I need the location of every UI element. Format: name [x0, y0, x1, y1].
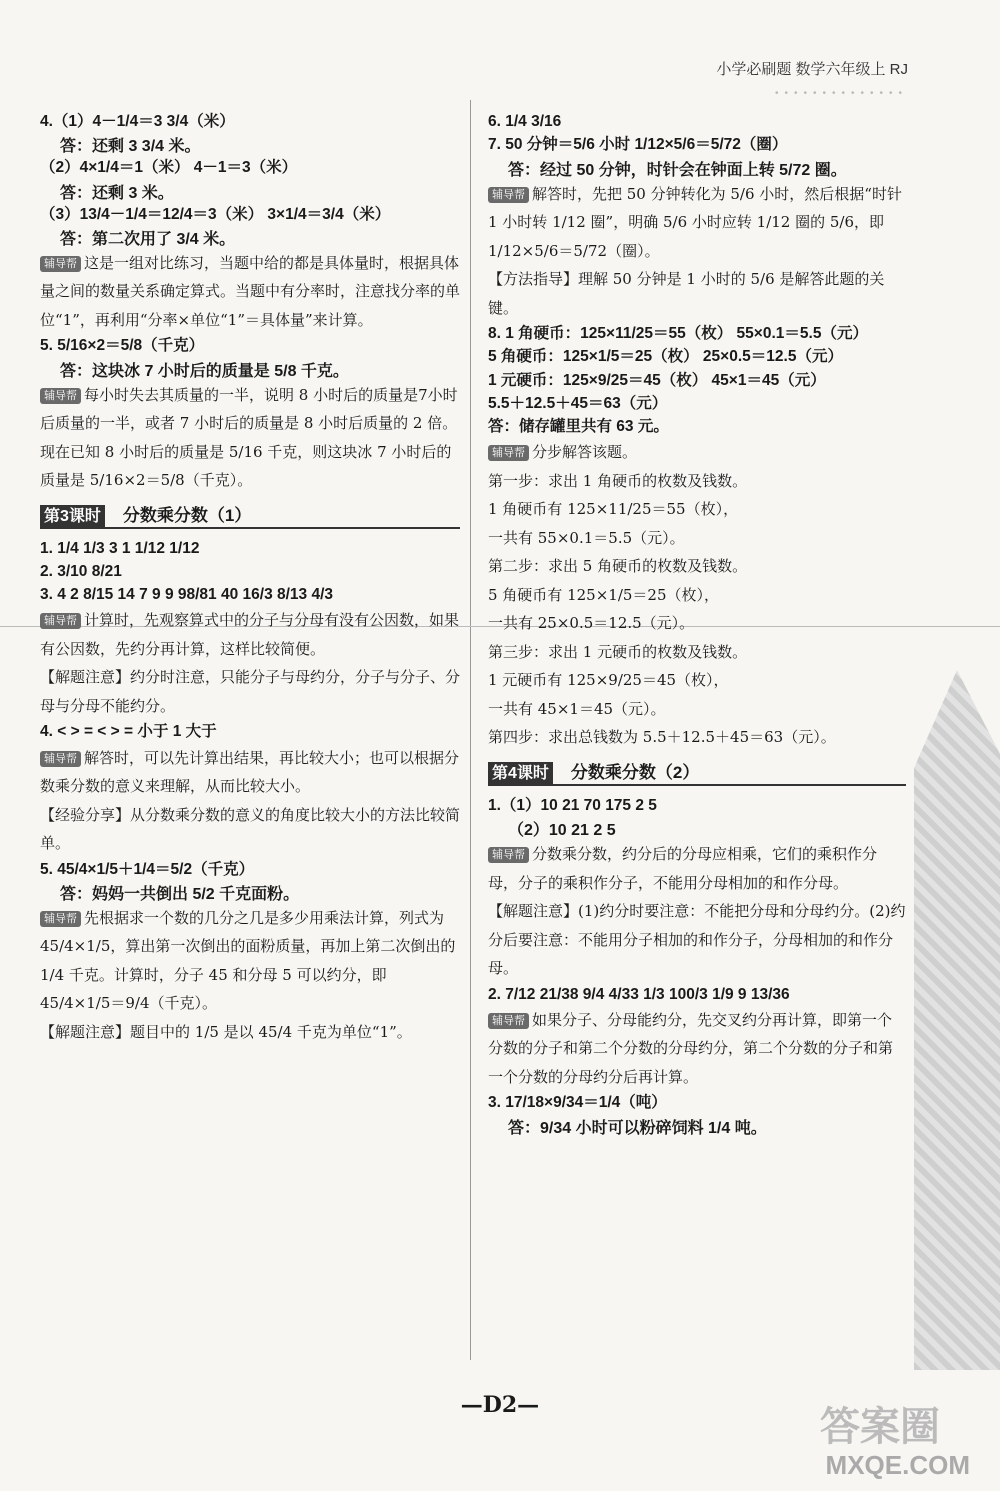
answer-line [488, 794, 906, 817]
hint-paragraph [40, 606, 460, 663]
answer-line [488, 467, 906, 496]
line-text: 1 元硬币：125×9/25＝45（枚） 45×1＝45（元） [488, 371, 826, 389]
line-text: 5. 5/16×2＝5/8（千克） [40, 337, 205, 355]
hint-paragraph [40, 904, 460, 1018]
hint-paragraph [488, 840, 906, 897]
answer-line [40, 537, 460, 560]
line-text: 第四步：求出总钱数为 5.5＋12.5＋45＝63（元）。 [488, 728, 836, 747]
answer-line [40, 110, 460, 133]
line-text: 答：储存罐里共有 63 元。 [488, 418, 669, 435]
line-text: 2. 7/12 21/38 9/4 4/33 1/3 100/3 1/9 9 13/36 [488, 985, 790, 1003]
line-text: 3. 17/18×9/34＝1/4（吨） [488, 1094, 667, 1112]
answer-line [40, 226, 460, 249]
answer-line [488, 723, 906, 752]
line-text: 分数乘分数，约分后的分母应相乘，它们的乘积作分母，分子的乘积作分子，不能用分母相加的和作分母。 [488, 845, 878, 892]
hint-tag: 辅导帮 [488, 445, 529, 461]
answer-line [40, 156, 460, 179]
line-text: 计算时，先观察算式中的分子与分母有没有公因数，如果有公因数，先约分再计算，这样比较简便。 [40, 611, 460, 658]
answer-line [40, 560, 460, 583]
lesson-title: 分数乘分数（2） [570, 762, 700, 782]
line-text: 一共有 55×0.1＝5.5（元）。 [488, 528, 685, 547]
hint-paragraph [488, 180, 906, 266]
answer-line [488, 552, 906, 581]
hint-tag: 辅导帮 [488, 847, 529, 863]
line-text: 每小时失去其质量的一半，说明 8 小时后的质量是7小时后质量的一半，或者 7 小时后的质量是 8 小时后质量的 2 倍。现在已知 8 小时后的质量是 5/16 千克，则这块冰 7 小时后的质量是 5/16×2＝5/8（千克）。 [40, 385, 458, 489]
answer-line [40, 881, 460, 904]
line-text: 5. 45/4×1/5＋1/4＝5/2（千克） [40, 860, 255, 878]
line-text: 3. 4 2 8/15 14 7 9 9 98/81 40 16/3 8/13 4/3 [40, 586, 334, 603]
answer-line [488, 322, 906, 345]
answer-line [40, 358, 460, 381]
line-text: 一共有 45×1＝45（元）。 [488, 699, 666, 718]
answer-line [488, 157, 906, 180]
line-text: 第三步：求出 1 元硬币的枚数及钱数。 [488, 642, 748, 661]
line-text: 答：这块冰 7 小时后的质量是 5/8 千克。 [60, 362, 349, 380]
line-text: 先根据求一个数的几分之几是多少用乘法计算，列式为 45/4×1/5，算出第一次倒出的面粉质量，再加上第二次倒出的 1/4 千克。计算时，分子 45 和分母 5 可以约分，即 45/4×1/5＝9/4（千克）。 [40, 908, 456, 1013]
hint-paragraph [40, 249, 460, 335]
watermark-site: MXQE.COM [825, 1450, 970, 1480]
line-text: 【经验分享】从分数乘分数的意义的角度比较大小的方法比较简单。 [40, 805, 461, 852]
line-text: （3）13/4－1/4＝12/4＝3（米） 3×1/4＝3/4（米） [40, 205, 391, 223]
column-divider [470, 100, 471, 1360]
answer-line [40, 334, 460, 357]
answer-line [488, 110, 906, 133]
line-text: 【方法指导】理解 50 分钟是 1 小时的 5/6 是解答此题的关键。 [488, 270, 885, 317]
line-text: 7. 50 分钟＝5/6 小时 1/12×5/6＝5/72（圈） [488, 136, 788, 154]
answer-line [488, 495, 906, 524]
answer-line [40, 203, 460, 226]
hint-paragraph [40, 381, 460, 495]
lesson-heading [40, 501, 460, 529]
hint-tag: 辅导帮 [40, 256, 81, 272]
hint-tag: 辅导帮 [488, 187, 529, 203]
answer-line [488, 133, 906, 156]
answer-line [40, 663, 460, 720]
answer-line [488, 638, 906, 667]
hint-paragraph [488, 438, 906, 467]
line-text: 一共有 25×0.5＝12.5（元）。 [488, 614, 695, 633]
answer-line [488, 392, 906, 415]
line-text: 解答时，可以先计算出结果，再比较大小；也可以根据分数乘分数的意义来理解，从而比较大小。 [40, 748, 460, 795]
hint-paragraph [40, 744, 460, 801]
line-text: （2）10 21 2 5 [508, 822, 616, 839]
line-text: 2. 3/10 8/21 [40, 562, 122, 580]
hint-paragraph [488, 1006, 906, 1092]
answer-line [488, 415, 906, 438]
line-text: 【解题注意】(1)约分时要注意：不能把分母和分母约分。(2)约分后要注意：不能用分子相加的和作分子，分母相加的和作分母。 [488, 902, 906, 977]
answer-line [488, 1115, 906, 1138]
line-text: 8. 1 角硬币：125×11/25＝55（枚） 55×0.1＝5.5（元） [488, 325, 868, 342]
hint-tag: 辅导帮 [40, 911, 81, 927]
line-text: 4. < > = < > = 小于 1 大于 [40, 723, 217, 741]
answer-line [488, 609, 906, 638]
hint-tag: 辅导帮 [488, 1013, 529, 1029]
answer-line [488, 345, 906, 368]
answer-line [488, 897, 906, 983]
lesson-badge: 第4课时 [488, 762, 553, 786]
line-text: 5.5＋12.5＋45＝63（元） [488, 394, 668, 412]
answer-line [488, 524, 906, 553]
answer-line [40, 583, 460, 606]
line-text: 1.（1）10 21 70 175 2 5 [488, 796, 657, 814]
line-text: 1. 1/4 1/3 3 1 1/12 1/12 [40, 539, 200, 557]
answer-line [488, 817, 906, 840]
line-text: 分步解答该题。 [532, 443, 638, 462]
line-text: 答：经过 50 分钟，时针会在钟面上转 5/72 圈。 [508, 161, 847, 179]
line-text: 6. 1/4 3/16 [488, 113, 562, 130]
side-ornament [914, 670, 1000, 1370]
answer-line [40, 180, 460, 203]
lesson-title: 分数乘分数（1） [122, 505, 252, 525]
lesson-heading [488, 758, 906, 786]
answer-line [488, 265, 906, 322]
answer-line [40, 801, 460, 858]
line-text: 【解题注意】题目中的 1/5 是以 45/4 千克为单位“1”。 [40, 1022, 412, 1041]
line-text: （2）4×1/4＝1（米） 4－1＝3（米） [40, 159, 298, 177]
line-text: 1 元硬币有 125×9/25＝45（枚）， [488, 671, 729, 690]
hint-tag: 辅导帮 [40, 751, 81, 767]
answer-line [488, 581, 906, 610]
page-number: —D2— [460, 1392, 540, 1418]
right-column [488, 110, 906, 1138]
header-title: 小学必刷题 数学六年级上 RJ [716, 61, 908, 78]
line-text: 答：第二次用了 3/4 米。 [60, 230, 236, 248]
answer-line [488, 369, 906, 392]
answer-line [40, 858, 460, 881]
answer-line [40, 1018, 460, 1047]
left-column [40, 110, 460, 1046]
line-text: 【解题注意】约分时注意，只能分子与母约分，分子与分子、分母与分母不能约分。 [40, 668, 461, 715]
line-text: 这是一组对比练习，当题中给的都是具体量时，根据具体量之间的数量关系确定算式。当题中有分率时，注意找分率的单位“1”，再利用“分率×单位“1”＝具体量”来计算。 [40, 253, 461, 329]
answer-line [488, 983, 906, 1006]
line-text: 答：9/34 小时可以粉碎饲料 1/4 吨。 [508, 1119, 767, 1137]
answer-line [40, 720, 460, 743]
line-text: 第二步：求出 5 角硬币的枚数及钱数。 [488, 557, 748, 576]
hint-tag: 辅导帮 [40, 388, 81, 404]
line-text: 答：妈妈一共倒出 5/2 千克面粉。 [60, 885, 300, 903]
watermark-logo: 答案圈 [820, 1405, 940, 1449]
line-text: 1 角硬币有 125×11/25＝55（枚）， [488, 500, 739, 519]
line-text: 答：还剩 3 3/4 米。 [60, 138, 201, 156]
answer-line [488, 666, 906, 695]
answer-line [40, 133, 460, 156]
line-text: 解答时，先把 50 分钟转化为 5/6 小时，然后根据“时针 1 小时转 1/12 圈”，明确 5/6 小时应转 1/12 圈的 5/6，即 1/12×5/6＝5/72（圈）。 [488, 184, 902, 260]
line-text: 4.（1）4－1/4＝3 3/4（米） [40, 113, 235, 130]
lesson-badge: 第3课时 [40, 505, 105, 529]
line-text: 如果分子、分母能约分，先交叉约分再计算，即第一个分数的分子和第二个分数的分母约分，第二个分数的分子和第一个分数的分母约分后再计算。 [488, 1010, 894, 1086]
hint-tag: 辅导帮 [40, 613, 81, 629]
line-text: 第一步：求出 1 角硬币的枚数及钱数。 [488, 471, 748, 490]
header-dots: •••••••••••••• [774, 88, 908, 99]
line-text: 答：还剩 3 米。 [60, 184, 174, 202]
answer-line [488, 695, 906, 724]
line-text: 5 角硬币：125×1/5＝25（枚） 25×0.5＝12.5（元） [488, 348, 843, 366]
line-text: 5 角硬币有 125×1/5＝25（枚）， [488, 585, 720, 604]
answer-line [488, 1091, 906, 1114]
